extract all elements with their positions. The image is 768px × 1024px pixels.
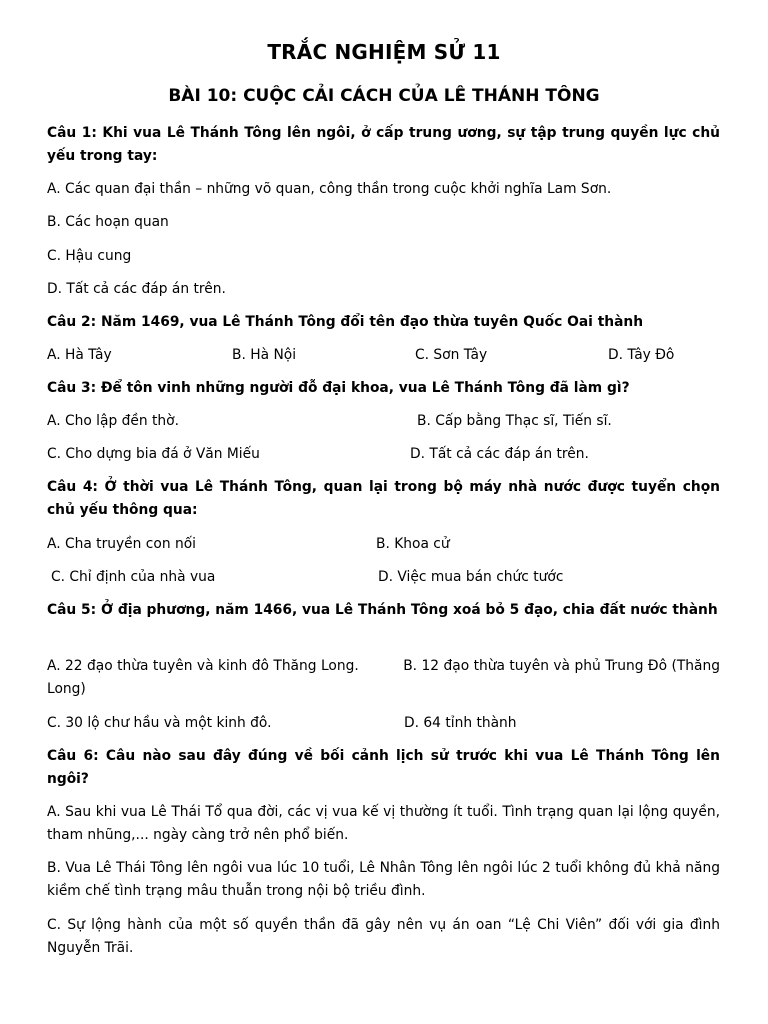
q6-option-b: B. Vua Lê Thái Tông lên ngôi vua lúc 10 tuổi, Lê Nhân Tông lên ngôi lúc 2 tuổi không đủ khả năng kiềm chế tình trạng mâu thuẫn trong nội bộ triều đình. xyxy=(47,860,720,899)
q3-option-c: C. Cho dựng bia đá ở Văn Miếu xyxy=(47,446,260,462)
q3-option-d: D. Tất cả các đáp án trên. xyxy=(410,446,589,462)
lesson-subtitle: BÀI 10: CUỘC CẢI CÁCH CỦA LÊ THÁNH TÔNG xyxy=(168,86,600,106)
q1-option-c: C. Hậu cung xyxy=(47,248,132,264)
question-5: Câu 5: Ở địa phương, năm 1466, vua Lê Thánh Tông xoá bỏ 5 đạo, chia đất nước thành xyxy=(47,602,718,618)
q6-option-c: C. Sự lộng hành của một số quyền thần đã gây nên vụ án oan “Lệ Chi Viên” đối với gia đình Nguyễn Trãi. xyxy=(47,917,720,956)
question-1: Câu 1: Khi vua Lê Thánh Tông lên ngôi, ở cấp trung ương, sự tập trung quyền lực chủ yếu trong tay: xyxy=(47,125,720,164)
q2-option-d: D. Tây Đô xyxy=(608,347,675,363)
q6-option-a: A. Sau khi vua Lê Thái Tổ qua đời, các vị vua kế vị thường ít tuổi. Tình trạng quan lại lộng quyền, tham nhũng,... ngày càng trở nên phổ biến. xyxy=(47,804,720,843)
q5-options-a-b: A. 22 đạo thừa tuyên và kinh đô Thăng Long. B. 12 đạo thừa tuyên và phủ Trung Đô (Thăng Long) xyxy=(47,658,725,697)
q4-option-c: C. Chỉ định của nhà vua xyxy=(51,569,216,585)
q5-option-c: C. 30 lộ chư hầu và một kinh đô. xyxy=(47,715,272,731)
q2-option-a: A. Hà Tây xyxy=(47,347,112,363)
question-2: Câu 2: Năm 1469, vua Lê Thánh Tông đổi tên đạo thừa tuyên Quốc Oai thành xyxy=(47,314,644,330)
q1-option-d: D. Tất cả các đáp án trên. xyxy=(47,281,226,297)
q5-option-d: D. 64 tỉnh thành xyxy=(404,715,517,731)
q1-option-b: B. Các hoạn quan xyxy=(47,214,169,230)
page-title: TRẮC NGHIỆM SỬ 11 xyxy=(267,40,501,64)
q3-option-b: B. Cấp bằng Thạc sĩ, Tiến sĩ. xyxy=(417,413,612,429)
q4-option-a: A. Cha truyền con nối xyxy=(47,536,196,552)
q1-option-a: A. Các quan đại thần – những võ quan, công thần trong cuộc khởi nghĩa Lam Sơn. xyxy=(47,181,612,197)
question-4: Câu 4: Ở thời vua Lê Thánh Tông, quan lại trong bộ máy nhà nước được tuyển chọn chủ yếu thông qua: xyxy=(47,479,720,518)
question-6: Câu 6: Câu nào sau đây đúng về bối cảnh lịch sử trước khi vua Lê Thánh Tông lên ngôi? xyxy=(47,748,720,787)
q4-option-d: D. Việc mua bán chức tước xyxy=(378,569,564,585)
q3-option-a: A. Cho lập đền thờ. xyxy=(47,413,179,429)
q2-option-b: B. Hà Nội xyxy=(232,347,297,363)
q4-option-b: B. Khoa cử xyxy=(376,536,450,552)
question-3: Câu 3: Để tôn vinh những người đỗ đại khoa, vua Lê Thánh Tông đã làm gì? xyxy=(47,380,630,396)
q2-option-c: C. Sơn Tây xyxy=(415,347,488,363)
